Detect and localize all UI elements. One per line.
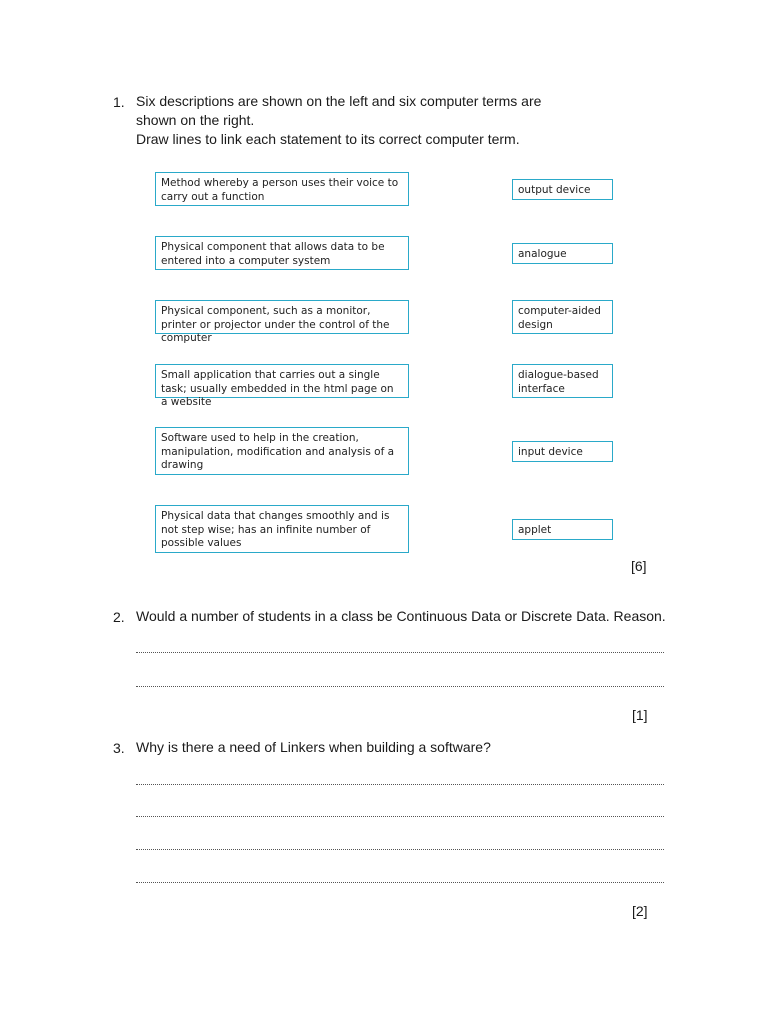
question-3-text: Why is there a need of Linkers when building a software?	[136, 739, 491, 755]
term-box-output-device[interactable]: output device	[512, 179, 613, 200]
term-box-input-device[interactable]: input device	[512, 441, 613, 462]
question-2-text: Would a number of students in a class be Continuous Data or Discrete Data. Reason.	[136, 608, 666, 624]
description-box-1[interactable]: Method whereby a person uses their voice to carry out a function	[155, 172, 409, 206]
question-1-line-2: shown on the right.	[136, 112, 255, 128]
description-box-6[interactable]: Physical data that changes smoothly and is not step wise; has an infinite number of possible values	[155, 505, 409, 553]
question-2-number: 2.	[113, 609, 125, 625]
term-box-applet[interactable]: applet	[512, 519, 613, 540]
question-3-number: 3.	[113, 740, 125, 756]
question-2-marks: [1]	[632, 707, 648, 723]
answer-line[interactable]	[136, 816, 664, 817]
question-1-line-1: Six descriptions are shown on the left and six computer terms are	[136, 93, 542, 109]
term-box-analogue[interactable]: analogue	[512, 243, 613, 264]
answer-line[interactable]	[136, 652, 664, 653]
answer-line[interactable]	[136, 849, 664, 850]
question-3-marks: [2]	[632, 903, 648, 919]
description-box-5[interactable]: Software used to help in the creation, manipulation, modification and analysis of a drawing	[155, 427, 409, 475]
answer-line[interactable]	[136, 784, 664, 785]
answer-line[interactable]	[136, 686, 664, 687]
question-1-line-3: Draw lines to link each statement to its correct computer term.	[136, 131, 520, 147]
description-box-4[interactable]: Small application that carries out a single task; usually embedded in the html page on a website	[155, 364, 409, 398]
description-box-3[interactable]: Physical component, such as a monitor, printer or projector under the control of the computer	[155, 300, 409, 334]
answer-line[interactable]	[136, 882, 664, 883]
description-box-2[interactable]: Physical component that allows data to be entered into a computer system	[155, 236, 409, 270]
term-box-dialogue-based-interface[interactable]: dialogue-based interface	[512, 364, 613, 398]
term-box-computer-aided-design[interactable]: computer-aided design	[512, 300, 613, 334]
question-1-number: 1.	[113, 94, 125, 110]
question-1-marks: [6]	[631, 558, 647, 574]
